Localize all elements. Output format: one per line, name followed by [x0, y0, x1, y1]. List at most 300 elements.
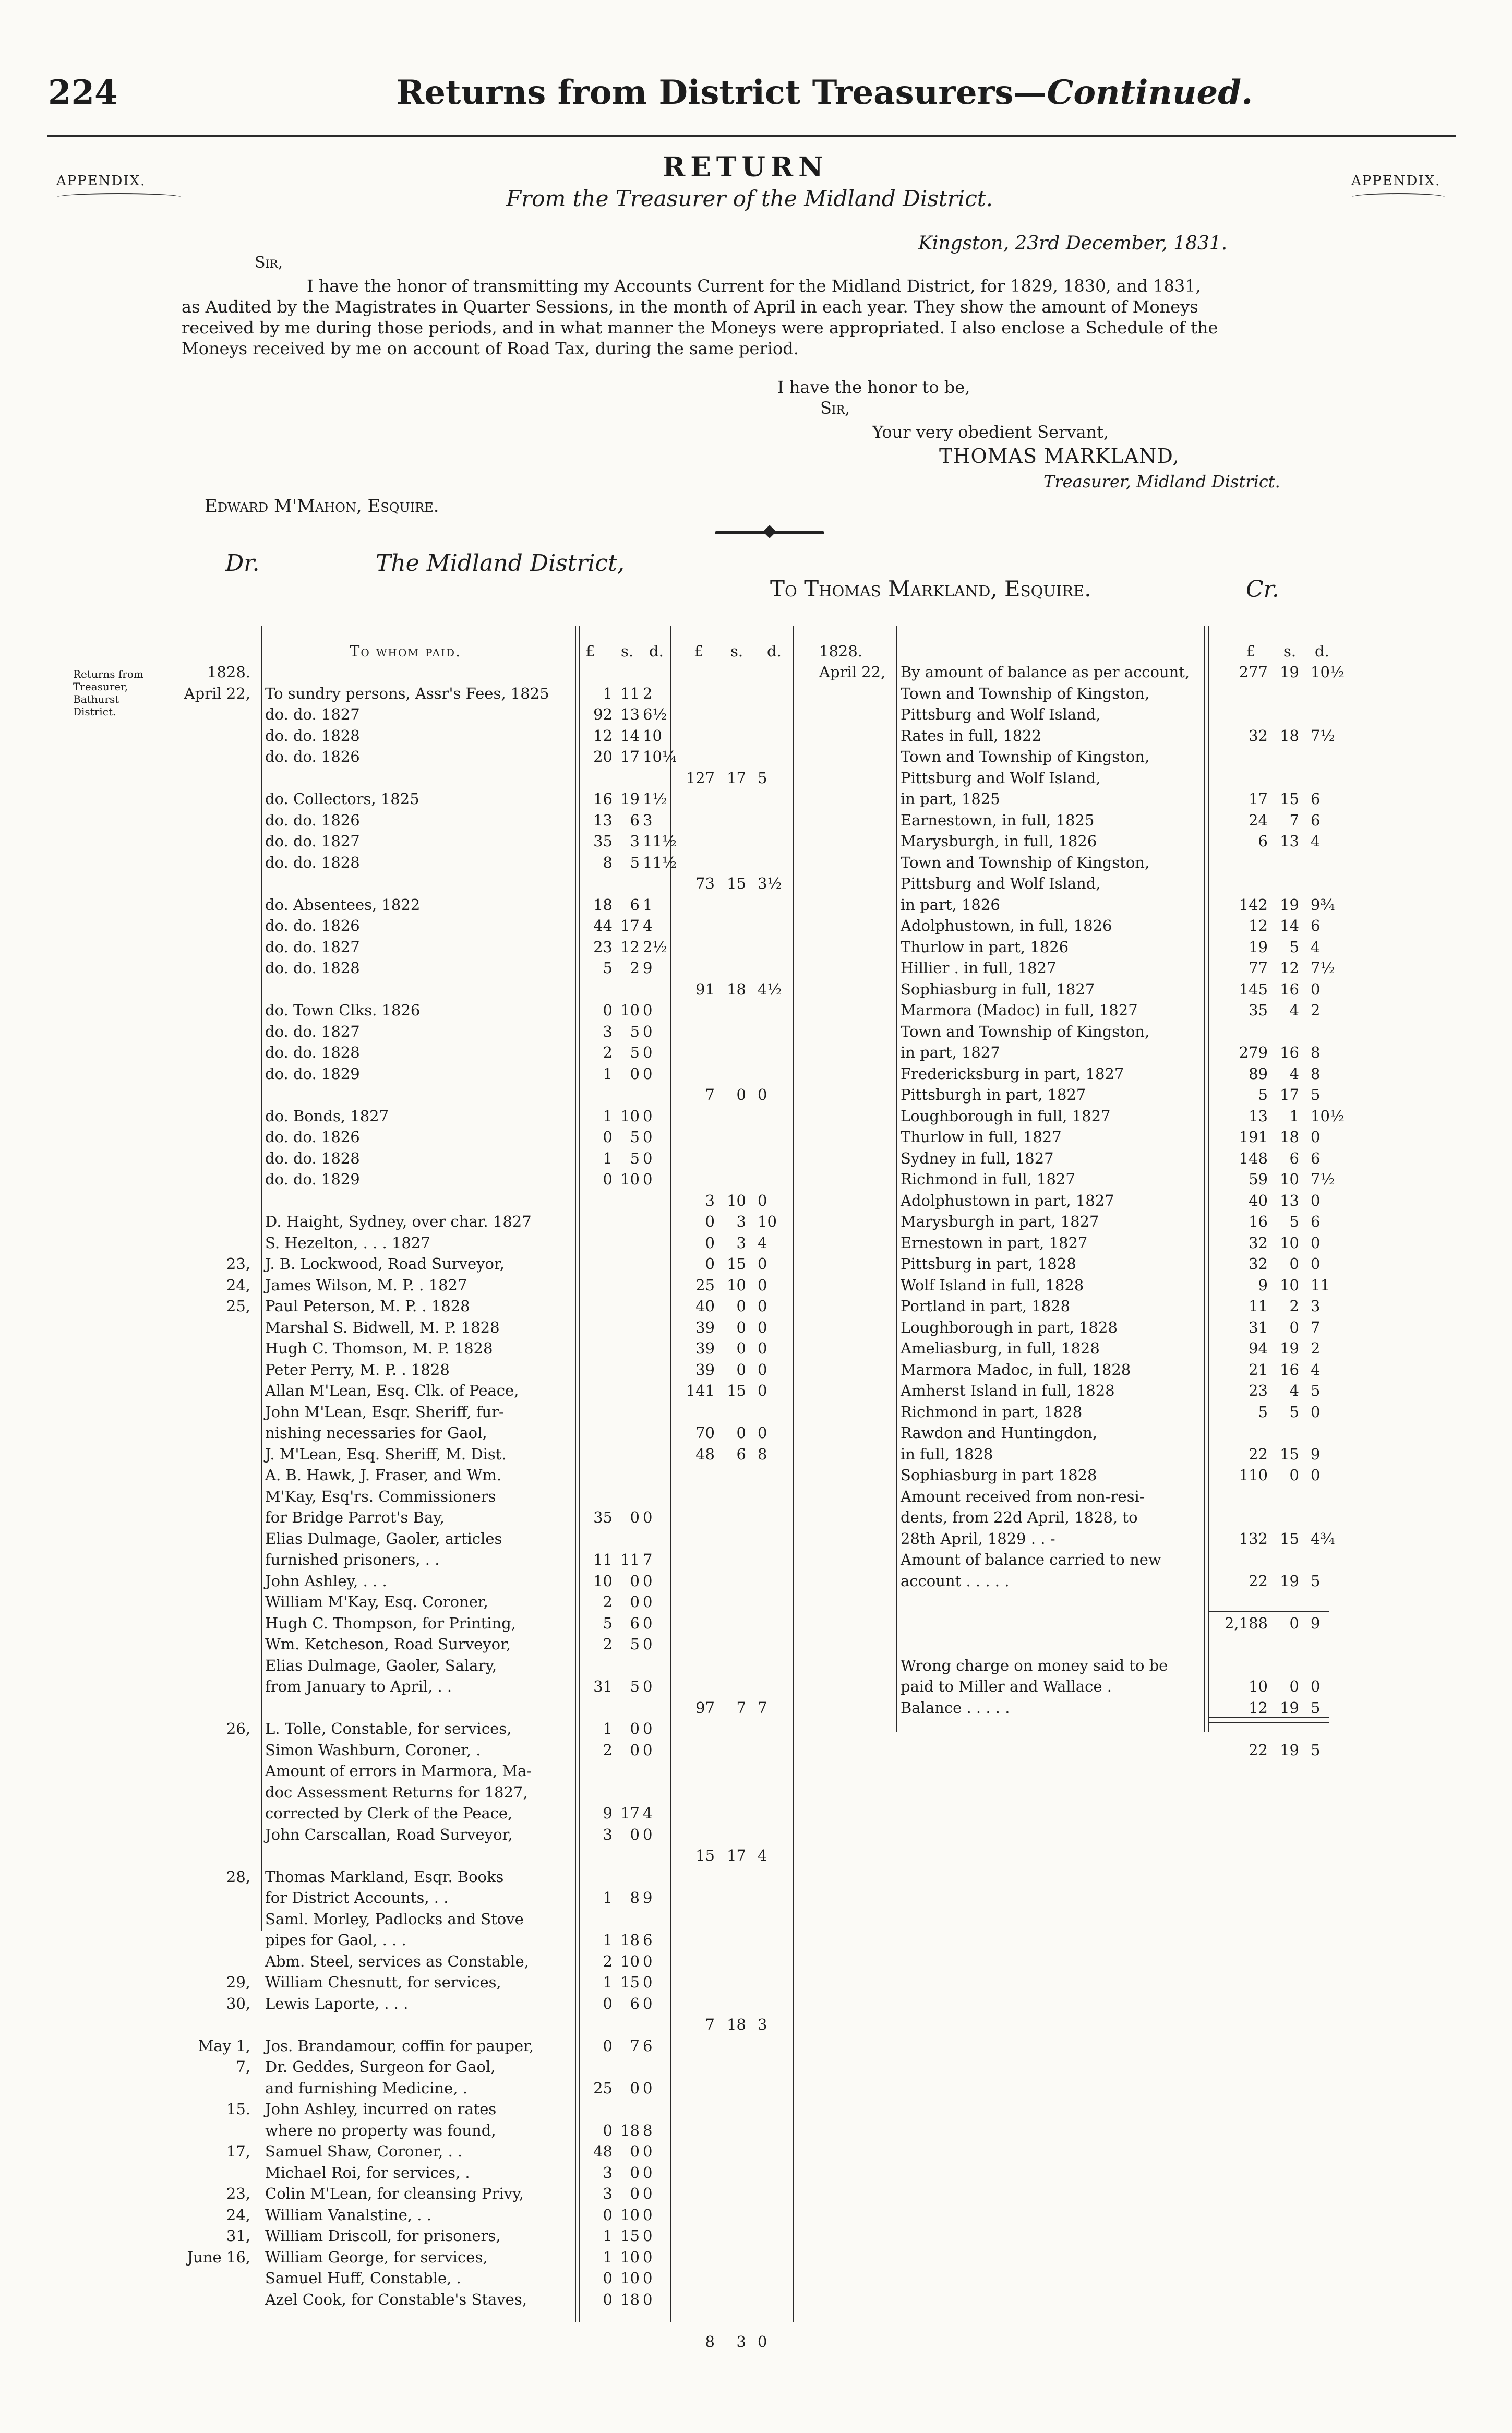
debit-shillings: 10 [620, 1107, 640, 1125]
debit-date: 17, [226, 2142, 250, 2160]
header-pounds: £ [585, 642, 595, 660]
credit-pence: 11 [1311, 1276, 1330, 1294]
debit-total-pounds: 39 [695, 1339, 715, 1357]
credit-shillings: 19 [1280, 1698, 1299, 1717]
debit-description: Dr. Geddes, Surgeon for Gaol, [265, 2058, 496, 2076]
debit-shillings: 5 [630, 1022, 640, 1040]
credit-pounds: 22 [1249, 1741, 1268, 1759]
credit-pounds: 21 [1249, 1360, 1268, 1379]
debit-total-shillings: 18 [727, 980, 746, 998]
debit-description: for Bridge Parrot's Bay, [265, 1508, 445, 1526]
debit-shillings: 5 [630, 1677, 640, 1695]
account-cr: Cr. [1246, 576, 1279, 603]
debit-shillings: 12 [620, 938, 640, 956]
debit-pence: 6 [643, 1931, 653, 1949]
credit-pounds: 22 [1249, 1572, 1268, 1590]
credit-shillings: 13 [1280, 1191, 1299, 1209]
appendix-left: APPENDIX. [56, 173, 146, 189]
debit-total-pounds: 141 [686, 1382, 715, 1399]
credit-pounds: 32 [1249, 726, 1268, 745]
credit-description: Town and Township of Kingston, [901, 684, 1150, 702]
debit-shillings: 0 [630, 2079, 640, 2097]
credit-description: Sydney in full, 1827 [901, 1149, 1054, 1167]
debit-shillings: 6 [630, 811, 640, 829]
debit-description: do. do. 1826 [265, 917, 360, 934]
debit-description: furnished prisoners, . . [265, 1551, 440, 1568]
debit-pence: 3 [643, 811, 653, 829]
debit-shillings: 18 [620, 2290, 640, 2308]
debit-pence: 0 [643, 1741, 653, 1759]
credit-pounds: 279 [1239, 1044, 1268, 1061]
debit-total-shillings: 15 [727, 874, 746, 892]
credit-shillings: 19 [1280, 895, 1299, 914]
debit-pence: 0 [643, 1128, 653, 1146]
debit-total-pence: 0 [758, 2332, 767, 2351]
debit-pence: 0 [643, 1107, 653, 1125]
credit-shillings: 5 [1289, 1403, 1299, 1421]
credit-description: By amount of balance as per account, [901, 663, 1190, 681]
credit-description: Marysburgh, in full, 1826 [901, 832, 1097, 850]
credit-description: Sophiasburg in full, 1827 [901, 980, 1095, 998]
debit-pence: 10¼ [643, 748, 677, 765]
credit-shillings: 7 [1289, 811, 1299, 829]
credit-pounds: 191 [1239, 1128, 1268, 1146]
debit-shillings: 14 [620, 726, 640, 745]
credit-pence: 9¾ [1311, 895, 1335, 914]
credit-description: paid to Miller and Wallace . [901, 1677, 1112, 1695]
credit-pence: 9 [1311, 1445, 1321, 1463]
debit-total-shillings: 15 [727, 1255, 746, 1273]
debit-pounds: 18 [593, 895, 613, 914]
debit-total-shillings: 0 [736, 1339, 746, 1357]
debit-total-shillings: 0 [736, 1318, 746, 1336]
debit-pounds: 44 [593, 917, 613, 934]
debit-description: Colin M'Lean, for cleansing Privy, [265, 2185, 524, 2202]
debit-pence: 10 [643, 726, 662, 745]
credit-shillings: 18 [1280, 726, 1299, 745]
debit-description: John Carscallan, Road Surveyor, [265, 1825, 513, 1843]
debit-description: do. do. 1826 [265, 748, 360, 765]
debit-description: John Ashley, incurred on rates [265, 2100, 497, 2118]
debit-pounds: 1 [603, 1720, 613, 1737]
debit-date: June 16, [187, 2248, 250, 2266]
credit-pounds: 24 [1249, 811, 1268, 829]
credit-pounds: 9 [1258, 1276, 1268, 1294]
debit-shillings: 8 [630, 1889, 640, 1907]
header-pounds-2: £ [694, 642, 704, 660]
header-cr-pounds: £ [1246, 642, 1256, 660]
debit-pounds: 1 [603, 684, 613, 702]
debit-ledger [0, 662, 803, 2351]
debit-total-shillings: 18 [727, 2016, 746, 2033]
debit-description: nishing necessaries for Gaol, [265, 1424, 487, 1442]
debit-description: do. do. 1828 [265, 959, 360, 977]
debit-pence: 2 [643, 684, 653, 702]
debit-pence: 6 [643, 2036, 653, 2055]
debit-description: do. do. 1829 [265, 1170, 360, 1188]
credit-pounds: 5 [1258, 1403, 1268, 1421]
debit-pounds: 0 [603, 2269, 613, 2287]
debit-shillings: 5 [630, 1635, 640, 1653]
debit-pounds: 2 [603, 1952, 613, 1970]
debit-description: James Wilson, M. P. . 1827 [265, 1276, 467, 1294]
debit-date: 30, [226, 1994, 250, 2012]
debit-description: do. do. 1827 [265, 938, 360, 956]
debit-description: L. Tolle, Constable, for services, [265, 1720, 512, 1737]
appendix-left-brace [56, 193, 182, 201]
credit-description: Rawdon and Huntingdon, [901, 1424, 1098, 1442]
debit-pounds: 92 [593, 705, 613, 723]
debit-pence: 0 [643, 2142, 653, 2160]
debit-description: do. do. 1827 [265, 1022, 360, 1040]
credit-shillings: 4 [1289, 1382, 1299, 1399]
debit-description: Lewis Laporte, . . . [265, 1994, 409, 2012]
debit-description: Samuel Huff, Constable, . [265, 2269, 461, 2287]
credit-pence: 4 [1311, 1360, 1321, 1379]
credit-pence: 6 [1311, 790, 1321, 808]
debit-total-pounds: 39 [695, 1360, 715, 1379]
credit-description: Sophiasburg in part 1828 [901, 1466, 1097, 1484]
credit-pence: 6 [1311, 1149, 1321, 1167]
credit-description: 28th April, 1829 . . - [901, 1529, 1055, 1548]
debit-pence: 0 [643, 2248, 653, 2266]
debit-description: J. B. Lockwood, Road Surveyor, [265, 1255, 505, 1273]
debit-pounds: 2 [603, 1635, 613, 1653]
debit-pence: 4 [643, 917, 653, 934]
debit-description: Thomas Markland, Esqr. Books [265, 1867, 504, 1886]
debit-shillings: 0 [630, 1593, 640, 1611]
credit-pounds: 40 [1249, 1191, 1268, 1209]
debit-pounds: 23 [593, 938, 613, 956]
credit-pence: 0 [1311, 980, 1321, 998]
credit-pounds: 23 [1249, 1382, 1268, 1399]
debit-shillings: 10 [620, 2206, 640, 2224]
credit-description: in part, 1826 [901, 895, 1000, 914]
credit-description: Marmora (Madoc) in full, 1827 [901, 1001, 1138, 1019]
debit-pence: 9 [643, 1889, 653, 1907]
credit-pence: 0 [1311, 1403, 1321, 1421]
letter-closing-1: I have the honor to be, [777, 377, 970, 397]
credit-pounds: 32 [1249, 1255, 1268, 1273]
credit-shillings: 19 [1280, 1339, 1299, 1357]
credit-description: Town and Township of Kingston, [901, 1022, 1150, 1040]
debit-pence: 0 [643, 1994, 653, 2012]
debit-pounds: 2 [603, 1044, 613, 1061]
debit-pence: 0 [643, 1973, 653, 1991]
debit-date: 24, [226, 2206, 250, 2224]
credit-description: Wrong charge on money said to be [901, 1656, 1168, 1674]
credit-shillings: 19 [1280, 1572, 1299, 1590]
credit-description: Adolphustown in part, 1827 [901, 1191, 1114, 1209]
debit-pence: 9 [643, 959, 653, 977]
credit-description: in part, 1825 [901, 790, 1000, 808]
margin-note-line: Returns from [73, 668, 143, 680]
debit-description: Wm. Ketcheson, Road Surveyor, [265, 1635, 511, 1653]
debit-shillings: 0 [630, 1825, 640, 1843]
debit-pence: 0 [643, 1825, 653, 1843]
credit-pounds: 142 [1239, 895, 1268, 914]
debit-shillings: 15 [620, 2227, 640, 2245]
credit-pounds: 132 [1239, 1529, 1268, 1548]
credit-pounds: 32 [1249, 1233, 1268, 1252]
debit-shillings: 11 [620, 684, 640, 702]
credit-pence: 6 [1311, 1213, 1321, 1230]
debit-pence: 8 [643, 2121, 653, 2139]
debit-shillings: 10 [620, 1001, 640, 1019]
credit-pence: 5 [1311, 1698, 1321, 1717]
credit-pence: 8 [1311, 1064, 1321, 1083]
debit-total-shillings: 0 [736, 1424, 746, 1442]
debit-description: J. M'Lean, Esq. Sheriff, M. Dist. [265, 1445, 507, 1463]
debit-shillings: 15 [620, 1973, 640, 1991]
credit-description: Marysburgh in part, 1827 [901, 1213, 1099, 1230]
debit-total-pounds: 3 [705, 1191, 715, 1209]
debit-pence: 0 [643, 1952, 653, 1970]
letter-closing-2: Sir, [820, 398, 850, 418]
credit-pence: 4 [1311, 832, 1321, 850]
credit-description: Marmora Madoc, in full, 1828 [901, 1360, 1131, 1379]
debit-date: 23, [226, 1255, 250, 1273]
credit-description: Loughborough in part, 1828 [901, 1318, 1118, 1336]
debit-pounds: 2 [603, 1741, 613, 1759]
debit-pounds: 1 [603, 1973, 613, 1991]
debit-description: do. Absentees, 1822 [265, 895, 421, 914]
debit-description: do. do. 1828 [265, 726, 360, 745]
debit-description: doc Assessment Returns for 1827, [265, 1783, 528, 1801]
debit-shillings: 0 [630, 1741, 640, 1759]
debit-total-pence: 5 [758, 769, 767, 787]
debit-pounds: 48 [593, 2142, 613, 2160]
credit-pence: 7½ [1311, 726, 1335, 745]
debit-shillings: 5 [630, 1044, 640, 1061]
debit-description: Elias Dulmage, Gaoler, Salary, [265, 1656, 497, 1674]
credit-date: April 22, [819, 663, 886, 681]
debit-total-pence: 0 [758, 1255, 767, 1273]
debit-total-pounds: 48 [695, 1445, 715, 1463]
debit-pounds: 0 [603, 1170, 613, 1188]
debit-pence: 1 [643, 895, 653, 914]
debit-date: 25, [226, 1297, 250, 1315]
credit-pence: 0 [1311, 1466, 1321, 1484]
debit-description: Michael Roi, for services, . [265, 2163, 470, 2182]
debit-total-pounds: 0 [705, 1213, 715, 1230]
debit-pence: 4 [643, 1804, 653, 1822]
credit-description: Earnestown, in full, 1825 [901, 811, 1095, 829]
debit-pence: 0 [643, 2163, 653, 2182]
credit-pence: 3 [1311, 1297, 1321, 1315]
credit-description: dents, from 22d April, 1828, to [901, 1508, 1138, 1526]
credit-pounds: 59 [1249, 1170, 1268, 1188]
credit-pence: 2 [1311, 1339, 1321, 1357]
credit-pence: 10½ [1311, 1107, 1345, 1125]
credit-pence: 0 [1311, 1255, 1321, 1273]
debit-total-shillings: 17 [727, 1847, 746, 1864]
debit-total-shillings: 10 [727, 1276, 746, 1294]
debit-description: Allan M'Lean, Esq. Clk. of Peace, [265, 1382, 519, 1399]
debit-description: do. do. 1828 [265, 1044, 360, 1061]
debit-total-pounds: 8 [705, 2332, 715, 2351]
credit-shillings: 4 [1289, 1001, 1299, 1019]
credit-description: in full, 1828 [901, 1445, 993, 1463]
debit-description: do. do. 1828 [265, 1149, 360, 1167]
credit-shillings: 16 [1280, 1044, 1299, 1061]
debit-total-shillings: 15 [727, 1382, 746, 1399]
debit-pounds: 5 [603, 959, 613, 977]
return-subtitle: From the Treasurer of the Midland District. [506, 186, 993, 211]
debit-shillings: 6 [630, 895, 640, 914]
debit-pounds: 13 [593, 811, 613, 829]
debit-date: April 22, [184, 684, 250, 702]
running-title-italic: Continued. [1047, 73, 1253, 112]
account-to: To Thomas Markland, Esquire. [770, 576, 1091, 602]
credit-pence: 8 [1311, 1044, 1321, 1061]
debit-pence: 6½ [643, 705, 667, 723]
debit-total-pounds: 127 [686, 769, 715, 787]
debit-total-pounds: 15 [695, 1847, 715, 1864]
header-cr-year: 1828. [819, 642, 863, 660]
debit-pence: 0 [643, 1635, 653, 1653]
debit-pence: 0 [643, 1170, 653, 1188]
debit-pence: 11½ [643, 832, 677, 850]
credit-description: Amount received from non-resi- [901, 1487, 1145, 1505]
letter-body [182, 275, 1361, 359]
debit-date: 23, [226, 2185, 250, 2202]
debit-total-shillings: 3 [736, 1213, 746, 1230]
debit-shillings: 0 [630, 1508, 640, 1526]
credit-pounds: 77 [1249, 959, 1268, 977]
debit-pounds: 1 [603, 1149, 613, 1167]
debit-total-pounds: 73 [695, 874, 715, 892]
credit-description: Amount of balance carried to new [901, 1551, 1161, 1568]
debit-description: do. do. 1827 [265, 705, 360, 723]
debit-pounds: 2 [603, 1593, 613, 1611]
debit-total-pence: 0 [758, 1276, 767, 1294]
debit-pounds: 10 [593, 1572, 613, 1590]
debit-description: Peter Perry, M. P. . 1828 [265, 1360, 450, 1379]
debit-description: To sundry persons, Assr's Fees, 1825 [265, 684, 549, 702]
credit-shillings: 15 [1280, 790, 1299, 808]
credit-shillings: 10 [1280, 1276, 1299, 1294]
debit-description: Jos. Brandamour, coffin for pauper, [265, 2036, 534, 2055]
credit-pence: 7½ [1311, 959, 1335, 977]
debit-pounds: 35 [593, 1508, 613, 1526]
credit-pounds: 11 [1249, 1297, 1268, 1315]
credit-pence: 9 [1311, 1614, 1321, 1632]
debit-description: William Driscoll, for prisoners, [265, 2227, 501, 2245]
debit-date: 29, [226, 1973, 250, 1991]
credit-shillings: 0 [1289, 1318, 1299, 1336]
debit-shillings: 10 [620, 1952, 640, 1970]
credit-shillings: 0 [1289, 1677, 1299, 1695]
debit-pence: 0 [643, 1677, 653, 1695]
debit-pounds: 9 [603, 1804, 613, 1822]
credit-shillings: 12 [1280, 959, 1299, 977]
debit-description: for District Accounts, . . [265, 1889, 449, 1907]
debit-total-shillings: 0 [736, 1360, 746, 1379]
credit-shillings: 15 [1280, 1445, 1299, 1463]
credit-shillings: 1 [1289, 1107, 1299, 1125]
debit-shillings: 7 [630, 2036, 640, 2055]
credit-pence: 2 [1311, 1001, 1321, 1019]
debit-pence: 0 [643, 2185, 653, 2202]
debit-total-pence: 4 [758, 1847, 767, 1864]
letter-place-date: Kingston, 23rd December, 1831. [918, 233, 1228, 254]
credit-description: Thurlow in full, 1827 [901, 1128, 1062, 1146]
debit-pounds: 1 [603, 1064, 613, 1083]
debit-total-pence: 0 [758, 1318, 767, 1336]
debit-description: do. do. 1826 [265, 1128, 360, 1146]
credit-pence: 10½ [1311, 663, 1345, 681]
debit-pounds: 3 [603, 1022, 613, 1040]
debit-date: 31, [226, 2227, 250, 2245]
page-number: 224 [48, 73, 118, 112]
debit-total-pounds: 70 [695, 1424, 715, 1442]
credit-pence: 0 [1311, 1677, 1321, 1695]
debit-pence: 2½ [643, 938, 667, 956]
debit-total-pounds: 0 [705, 1233, 715, 1252]
debit-description: Samuel Shaw, Coroner, . . [265, 2142, 463, 2160]
debit-total-pence: 4 [758, 1233, 767, 1252]
debit-description: Elias Dulmage, Gaoler, articles [265, 1529, 502, 1548]
debit-pounds: 35 [593, 832, 613, 850]
debit-description: Azel Cook, for Constable's Staves, [265, 2290, 527, 2308]
debit-total-pence: 8 [758, 1445, 767, 1463]
credit-pounds: 148 [1239, 1149, 1268, 1167]
credit-shillings: 15 [1280, 1529, 1299, 1548]
debit-shillings: 6 [630, 1614, 640, 1632]
debit-pounds: 11 [593, 1551, 613, 1568]
debit-total-pence: 0 [758, 1086, 767, 1104]
credit-pounds: 6 [1258, 832, 1268, 850]
credit-description: Richmond in full, 1827 [901, 1170, 1075, 1188]
debit-date: 7, [236, 2058, 250, 2076]
debit-total-shillings: 0 [736, 1297, 746, 1315]
credit-pence: 0 [1311, 1128, 1321, 1146]
debit-shillings: 0 [630, 1572, 640, 1590]
credit-description: Pittsburg and Wolf Island, [901, 874, 1101, 892]
debit-shillings: 11 [620, 1551, 640, 1568]
credit-shillings: 4 [1289, 1064, 1299, 1083]
debit-shillings: 19 [620, 790, 640, 808]
debit-description: Abm. Steel, services as Constable, [265, 1952, 529, 1970]
debit-shillings: 0 [630, 2142, 640, 2160]
debit-pounds: 31 [593, 1677, 613, 1695]
debit-description: and furnishing Medicine, . [265, 2079, 467, 2097]
debit-pence: 0 [643, 2290, 653, 2308]
debit-total-shillings: 3 [736, 1233, 746, 1252]
debit-total-shillings: 3 [736, 2332, 746, 2351]
debit-pence: 0 [643, 1064, 653, 1083]
debit-total-pounds: 91 [695, 980, 715, 998]
credit-pounds: 22 [1249, 1445, 1268, 1463]
credit-shillings: 5 [1289, 1213, 1299, 1230]
credit-shillings: 13 [1280, 832, 1299, 850]
credit-description: in part, 1827 [901, 1044, 1000, 1061]
credit-pounds: 277 [1239, 663, 1268, 681]
debit-description: M'Kay, Esq'rs. Commissioners [265, 1487, 496, 1505]
credit-description: Pittsburg and Wolf Island, [901, 705, 1101, 723]
debit-pounds: 1 [603, 2248, 613, 2266]
debit-pence: 1½ [643, 790, 667, 808]
debit-pounds: 1 [603, 1889, 613, 1907]
letter-signature-title: Treasurer, Midland District. [1043, 472, 1280, 492]
debit-pounds: 1 [603, 1931, 613, 1949]
credit-description: Ameliasburg, in full, 1828 [901, 1339, 1100, 1357]
debit-description: Paul Peterson, M. P. . 1828 [265, 1297, 470, 1315]
appendix-right-brace [1351, 193, 1445, 201]
debit-shillings: 17 [620, 917, 640, 934]
letter-closing-3: Your very obedient Servant, [872, 422, 1109, 442]
